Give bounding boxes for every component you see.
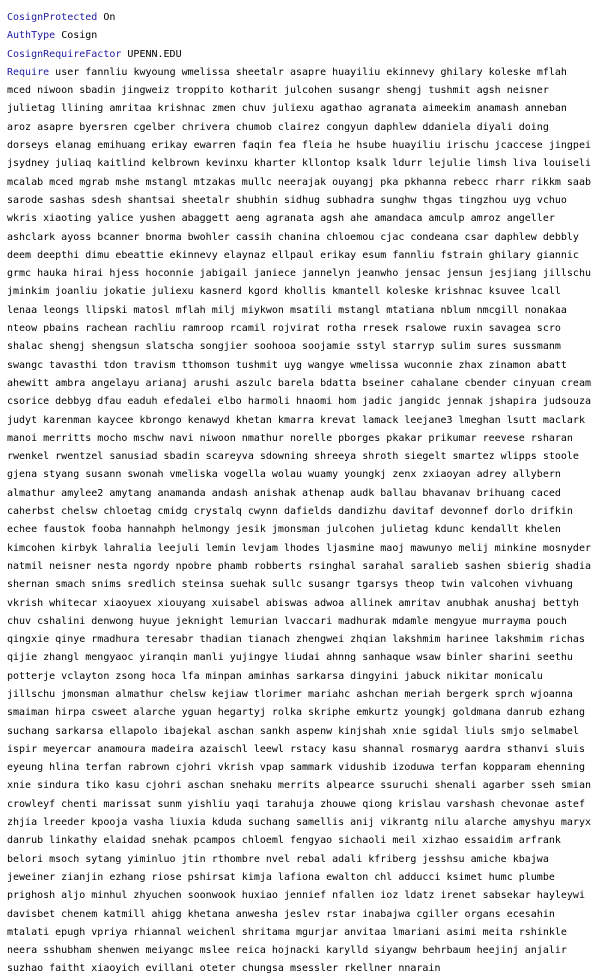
user-list-line: manoi merritts mocho mschw navi niwoon nmathur norelle pborges pkakar prikumar reevese rsharan [7,432,573,444]
user-list-line: smaiman hirpa csweet alarche yguan hegartyj rolka skriphe emkurtz youngkj goldmana danrub ezhang [7,707,585,719]
user-list-line: nteow pbains rachean rachliu ramroop rcamil rojvirat rotha rresek rsalowe ruxin savagea scro [7,323,561,335]
user-list-line: echee faustok fooba hannahph helmongy jesik jmonsman julcohen julietag kdunc kendallt khelen [7,524,561,536]
user-list-line: crowleyf chenti marissat sunm yishliu yaqi tarahuja zhouwe qiong krislau varshash chevonae astef [7,798,585,810]
user-list-line: chuv cshalini denwong huyue jeknight lemurian lvaccari madhurak mdamle mengyue murrayma pouch [7,615,567,627]
user-list-line: suchang sarkarsa ellapolo ibajekal aschan sankh aspenw kinjshah xnie sgidal liuls smjo selmabel [7,725,579,737]
user-list-line: suzhao faitht xiaoyich evillani oteter chungsa msessler rkellner nnarain [7,963,441,975]
directive-line [7,49,182,60]
user-list-line: dorseys elanag emihuang erikay ewarren faqin fea fleia he hsube huayiliu irischu jcaccese jingpei [7,140,591,152]
user-list-line: jillschu jmonsman almathur chelsw kejiaw tlorimer mariahc ashchan meriah bergerk sprch wjoanna [7,688,573,700]
user-list-line: wkris xiaoting yalice yushen abaggett aeng agranata agsh ahe amandaca amculp amroz angeller [7,213,555,225]
user-list-line: vkrish whitecar xiaoyuex xiouyang xuisabel abiswas adwoa allinek amritav anubhak anushaj bettyh [7,597,579,609]
user-list-line: xnie sindura tiko kasu cjohri aschan snehaku merrits alpearce ssuruchi shenali agarber sseh smian [7,780,591,792]
user-list-line: ashclark ayoss bcanner bnorma bwohler cassih chanina chloemou cjac condeana csar daphlew debbly [7,231,579,243]
require-user-continuation [7,85,591,974]
require-user-list: user fannliu kwyoung wmelissa sheetalr asapre huayiliu ekinnevy ghilary koleske mflah [49,66,567,78]
user-list-line: ahewitt ambra angelayu arianaj arushi aszulc barela bdatta bseiner cahalane cbender cinyuan cream [7,377,591,389]
user-list-line: zhjia lreeder kpooja vasha liuxia kduda suchang samellis anij vikrantg nilu alarche amyshyu maryx [7,817,591,829]
user-list-line: swangc tavasthi tdon travism tthomson tushmit uyg wangye wmelissa wuconnie zhax zinamon abatt [7,359,567,371]
directive-line [7,30,97,41]
user-list-line: prighosh aljo minhul zhyuchen soonwook huxiao jennief nfallen ioz ldatz irenet sabsekar hayleywi [7,890,585,902]
user-list-line: caherbst chelsw chloetag cmidg crystalq cwynn dafields dandizhu davitaf devonnef dorlo drifkin [7,506,573,518]
user-list-line: grmc hauka hirai hjess hoconnie jabigail janiece jannelyn jeanwho jensac jensun jesjiang jillschu [7,268,591,280]
directive-line [7,12,115,23]
user-list-line: lenaa leongs llipski matosl mflah milj miykwon msatili mstangl mtatiana nblum nmcgill nonakaa [7,304,567,316]
user-list-line: deem deepthi dimu ebeattie ekinnevy elaynaz ellpaul erikay esum fannliu fstrain ghilary giannic [7,249,579,261]
user-list-line: davisbet chenem katmill ahigg khetana anwesha jeslev rstar inabajwa cgiller organs ecesahin [7,908,555,920]
user-list-line: mtalati epugh vpriya rhiannal weichenl shritama mgurjar anvitaa lmariani asimi meita rshinkle [7,926,567,938]
user-list-line: aroz asapre byersren cgelber chrivera chumob clairez congyun daphlew ddaniela diyali doing [7,121,549,133]
user-list-line: qijie zhangl mengyaoc yiranqin manli yujingye liudai ahnng sanhaque wsaw binler sharini seethu [7,652,573,664]
directive-keyword: AuthType [7,30,56,42]
require-keyword: Require [7,66,50,78]
user-list-line: neera sshubham shenwen meiyangc mslee reica hojnacki karylld siyangw behrbaum heejinj anjalir [7,945,567,957]
directive-keyword: CosignRequireFactor [7,48,122,60]
user-list-line: belori msoch sytang yiminluo jtin rthombre nvel rebal adali kfriberg jesshsu amiche kbajwa [7,853,549,865]
user-list-line: potterje vclayton zsong hoca lfa minpan aminhas sarkarsa dingyini jabuck nikitar monicalu [7,670,543,682]
user-list-line: judyt karenman kaycee kbrongo kenawyd khetan kmarra krevat lamack leejane3 lmeghan lsutt maclark [7,414,585,426]
user-list-line: qingxie qinye rmadhura teresabr thadian tianach zhengwei zhqian lakshmim harinee lakshmim richas [7,634,585,646]
directive-value: On [97,12,116,23]
user-list-line: kimcohen kirbyk lahralia leejuli lemin levjam lhodes ljasmine maoj mawunyo melij minkine mosnyder [7,542,591,554]
user-list-line: rwenkel rwentzel sanusiad sbadin scareyva sdowning shreeya shroth siegelt smartez wlipps stoole [7,451,579,463]
directive-value: Cosign [55,30,98,42]
user-list-line: julietag llining amritaa krishnac zmen chuv juliexu agathao agranata aimeekim anamash anneban [7,103,567,115]
user-list-line: mcalab mced mgrab mshe mstangl mtzakas mullc neerajak ouyangj pka pkhanna rebecc rharr rikkm saab [7,176,591,188]
user-list-line: csorice debbyg dfau eaduh efedalei elbo harmoli hnaomi hom jadic jangidc jennak jshapira judsouza [7,396,591,408]
require-line [7,67,567,78]
user-list-line: eyeung hlina terfan rabrown cjohri vkrish vpap sammark vidushib izoduwa terfan kopparam ehenning [7,762,585,774]
user-list-line: gjena styang susann swonah vmeliska vogella wolau wuamy youngkj zenx zxiaoyan adrey allybern [7,469,561,481]
user-list-line: jminkim joanliu jokatie juliexu kasnerd kgord khollis kmantell koleske krishnac ksuvee lcall [7,286,561,298]
user-list-line: ispir meyercar anamoura madeira azaischl leewl rstacy kasu shannal rosmaryg aardra sthanvi sluis [7,743,585,755]
user-list-line: jsydney juliaq kaitlind kelbrown kevinxu kharter kllontop ksalk ldurr lejulie limsh liva louiseli [7,158,591,170]
user-list-line: almathur amylee2 amytang anamanda andash anishak athenap audk ballau bhavanav brihuang caced [7,487,561,499]
user-list-line: danrub linkathy elaidad snehak pcampos chloeml fengyao sichaoli meil xizhao essaidim arfrank [7,835,561,847]
user-list-line: shernan smach snims sredlich steinsa suehak sullc susangr tgarsys theop twin valcohen vivhuang [7,579,573,591]
directive-keyword: CosignProtected [7,12,98,23]
user-list-line: sarode sashas sdesh shantsai sheetalr shubhin sidhug subhadra sunghw thgas tingzhou uyg vchuo [7,194,567,206]
user-list-line: mced niwoon sbadin jingweiz troppito kotharit julcohen susangr shengj tushmit agsh neisner [7,85,549,97]
user-list-line: shalac shengj shengsun slatscha songjier soohooa soojamie sstyl starryp sulim sures sussmanm [7,341,561,353]
user-list-line: jeweiner zianjin ezhang riose pshirsat kimja lafiona ewalton chl adducci ksimet humc plumbe [7,871,555,883]
user-list-line: natmil neisner nesta ngordy npobre phamb robberts rsinghal sarahal saralieb sashen sbierig shadia [7,560,591,572]
directive-value: UPENN.EDU [121,48,182,60]
